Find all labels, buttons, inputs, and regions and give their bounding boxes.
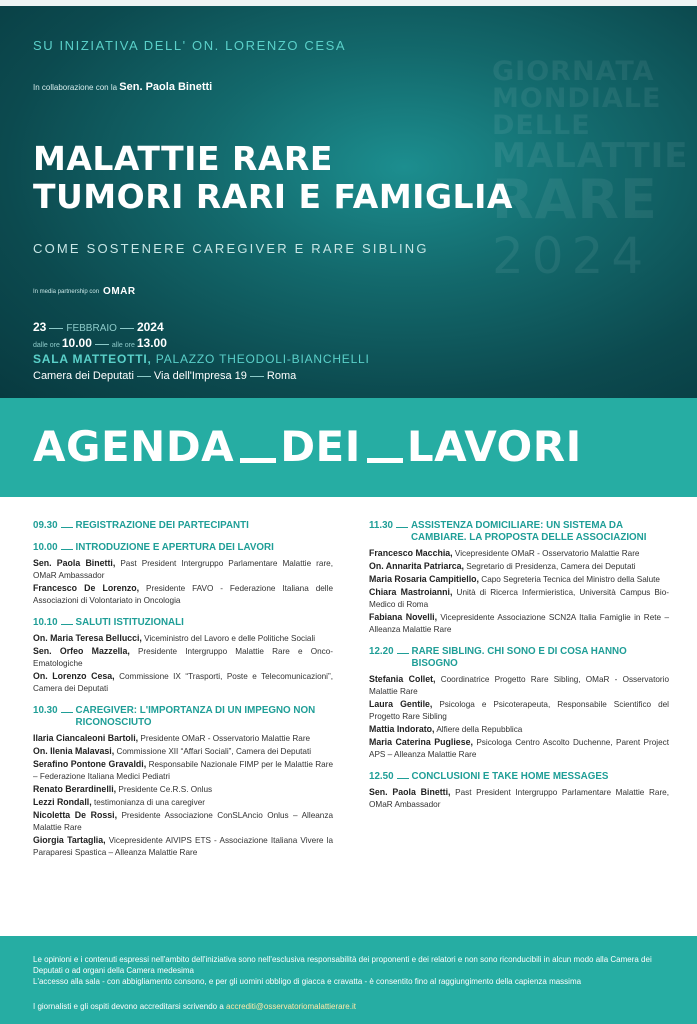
dash-divider xyxy=(61,624,73,625)
address-city: Roma xyxy=(266,370,297,382)
speaker-role: Vicepresidente AIVIPS ETS - Associazione Italiana Vivere la Paraparesi Spastica – Alleanza Malattie Rare xyxy=(33,836,333,857)
dash-divider xyxy=(397,653,409,654)
speaker-entry xyxy=(33,557,333,582)
speaker-entry xyxy=(369,586,669,611)
agenda-section xyxy=(369,520,669,636)
session-title: CONCLUSIONI E TAKE HOME MESSAGES xyxy=(411,771,609,782)
speaker-name: Ilaria Ciancaleoni Bartoli, xyxy=(33,733,139,743)
agenda-column-right xyxy=(369,520,669,821)
contact-prefix: I giornalisti e gli ospiti devono accreditarsi scrivendo a xyxy=(33,1002,224,1011)
address-street: Via dell'Impresa 19 xyxy=(153,370,247,382)
speaker-role: Presidente OMaR - Osservatorio Malattie Rare xyxy=(140,734,311,743)
dash-divider xyxy=(396,527,408,528)
event-subtitle: COME SOSTENERE CAREGIVER E RARE SIBLING xyxy=(33,241,429,256)
speaker-name: Laura Gentile, xyxy=(369,699,433,709)
speaker-entry xyxy=(33,745,333,758)
speaker-entry xyxy=(369,698,669,723)
session-heading xyxy=(369,771,669,783)
session-time: 11.30 xyxy=(369,520,393,531)
title-line-2: TUMORI RARI E FAMIGLIA xyxy=(33,177,513,216)
speaker-entry xyxy=(369,573,669,586)
event-time xyxy=(33,336,167,350)
event-date xyxy=(33,320,164,334)
session-time: 12.20 xyxy=(369,646,394,657)
date-day: 23 xyxy=(33,320,47,334)
speaker-role: Presidente Intergruppo Malattie Rare e Onco-Ematologiche xyxy=(33,647,333,668)
time-from-label: dalle ore xyxy=(33,342,60,349)
speaker-name: Sen. Paola Binetti, xyxy=(369,787,451,797)
media-partnership xyxy=(33,286,136,297)
speaker-name: Serafino Pontone Gravaldi, xyxy=(33,759,147,769)
date-month: FEBBRAIO xyxy=(66,323,117,334)
omar-logo: OMAR xyxy=(103,286,136,297)
session-time: 10.30 xyxy=(33,705,58,716)
speaker-entry xyxy=(33,758,333,783)
collaboration-prefix: In collaborazione con la xyxy=(33,83,118,92)
speaker-role: Presidente Ce.R.S. Onlus xyxy=(118,785,213,794)
underscore-bar xyxy=(367,458,403,463)
watermark-line: GIORNATA xyxy=(492,56,655,87)
session-title: INTRODUZIONE E APERTURA DEI LAVORI xyxy=(75,542,274,553)
speaker-name: On. Annarita Patriarca, xyxy=(369,561,465,571)
agenda-section xyxy=(33,705,333,859)
session-title: SALUTI ISTITUZIONALI xyxy=(75,617,184,628)
session-heading xyxy=(33,617,333,629)
speaker-entry xyxy=(369,723,669,736)
dash-divider xyxy=(49,328,63,329)
speaker-role: Viceministro del Lavoro e delle Politiche Sociali xyxy=(144,634,316,643)
agenda-section xyxy=(33,617,333,695)
session-title: ASSISTENZA DOMICILIARE: UN SISTEMA DA CAMBIARE. LA PROPOSTA DELLE ASSOCIAZIONI xyxy=(410,520,647,543)
watermark-line: MALATTIE xyxy=(492,136,689,176)
dash-divider xyxy=(61,549,73,550)
agenda-section xyxy=(33,542,333,607)
speaker-role: Segretario di Presidenza, Camera dei Deputati xyxy=(466,562,636,571)
agenda-word-3: LAVORI xyxy=(406,422,582,471)
title-line-1: MALATTIE RARE xyxy=(33,139,333,178)
session-title: CAREGIVER: L'IMPORTANZA DI UN IMPEGNO NON RICONOSCIUTO xyxy=(75,705,316,728)
watermark-line: DELLE xyxy=(492,110,591,141)
speaker-entry xyxy=(33,783,333,796)
footer xyxy=(0,936,697,1024)
event-title xyxy=(33,140,513,216)
footer-contact xyxy=(33,1001,664,1012)
watermark-line: RARE xyxy=(492,168,658,231)
speaker-role: testimonianza di una caregiver xyxy=(93,798,205,807)
contact-email[interactable]: accrediti@osservatoriomalattierare.it xyxy=(226,1002,356,1011)
speaker-role: Vicepresidente OMaR - Osservatorio Malattie Rare xyxy=(454,549,640,558)
agenda-column-left xyxy=(33,520,333,869)
speaker-name: Chiara Mastroianni, xyxy=(369,587,453,597)
session-heading xyxy=(33,520,333,532)
session-heading xyxy=(369,646,669,670)
speaker-role: Alfiere della Repubblica xyxy=(436,725,523,734)
speaker-name: Mattia Indorato, xyxy=(369,724,435,734)
speaker-role: Unità di Ricerca Infermieristica, Università Campus Bio-Medico di Roma xyxy=(369,588,669,609)
speaker-entry xyxy=(369,547,669,560)
speaker-role: Psicologa Centro Ascolto Duchenne, Parent Project APS – Alleanza Malattie Rare xyxy=(369,738,669,759)
speaker-name: Giorgia Tartaglia, xyxy=(33,835,106,845)
dash-divider xyxy=(95,344,109,345)
speaker-name: Maria Caterina Pugliese, xyxy=(369,737,473,747)
hero-section xyxy=(0,0,697,398)
speaker-name: Sen. Paola Binetti, xyxy=(33,558,116,568)
speaker-role: Past President Intergruppo Parlamentare Malattie Rare, OMaR Ambassador xyxy=(369,788,670,809)
session-title: RARE SIBLING. CHI SONO E DI COSA HANNO BISOGNO xyxy=(411,646,627,669)
speaker-name: On. Maria Teresa Bellucci, xyxy=(33,633,142,643)
time-from: 10.00 xyxy=(61,336,92,350)
speaker-role: Past President Intergruppo Parlamentare Malattie rare, OMaR Ambassador xyxy=(33,559,334,580)
speaker-entry xyxy=(33,632,333,645)
speaker-role: Presidente Associazione ConSLAncio Onlus – Alleanza Malattie Rare xyxy=(33,811,334,832)
speaker-entry xyxy=(33,796,333,809)
top-stripe xyxy=(0,0,697,6)
speaker-role: Presidente FAVO - Federazione Italiana delle Associazioni di Volontariato in Oncologia xyxy=(33,584,333,605)
speaker-name: Renato Berardinelli, xyxy=(33,784,117,794)
speaker-name: Nicoletta De Rossi, xyxy=(33,810,118,820)
dash-divider xyxy=(250,376,264,377)
venue-room: SALA MATTEOTTI, xyxy=(33,352,152,366)
speaker-entry xyxy=(369,611,669,636)
watermark-line: MONDIALE xyxy=(492,83,662,114)
footer-access-note: L'accesso alla sala - con abbigliamento consono, e per gli uomini obbligo di giacca e cravatta - è consentito fino al raggiungimento della capienza massima xyxy=(33,977,582,986)
speaker-name: Francesco De Lorenzo, xyxy=(33,583,140,593)
speaker-role: Psicologa e Psicoterapeuta, Responsabile Scientifico del Progetto Rare Sibling xyxy=(369,700,669,721)
speaker-name: On. Lorenzo Cesa, xyxy=(33,671,115,681)
dash-divider xyxy=(61,712,73,713)
event-venue xyxy=(33,352,370,366)
agenda-section xyxy=(33,520,333,532)
speaker-name: Francesco Macchia, xyxy=(369,548,453,558)
session-title: REGISTRAZIONE DEI PARTECIPANTI xyxy=(75,520,249,531)
speaker-entry xyxy=(33,670,333,695)
venue-palace: PALAZZO THEODOLI-BIANCHELLI xyxy=(155,352,370,366)
dash-divider xyxy=(397,778,409,779)
session-time: 10.10 xyxy=(33,617,58,628)
speaker-role: Coordinatrice Progetto Rare Sibling, OMaR - Osservatorio Malattie Rare xyxy=(369,675,670,696)
dash-divider xyxy=(61,527,73,528)
speaker-entry xyxy=(33,809,333,834)
collaboration-line xyxy=(33,81,212,93)
agenda-banner xyxy=(0,398,697,497)
media-prefix: In media partnership con xyxy=(33,288,100,295)
session-time: 09.30 xyxy=(33,520,58,531)
speaker-name: Stefania Collet, xyxy=(369,674,436,684)
speaker-name: Maria Rosaria Campitiello, xyxy=(369,574,479,584)
speaker-entry xyxy=(369,560,669,573)
speaker-role: Responsabile Nazionale FIMP per le Malattie Rare – Federazione Italiana Medici Pediatri xyxy=(33,760,334,781)
session-time: 12.50 xyxy=(369,771,394,782)
agenda-title xyxy=(33,422,582,471)
watermark xyxy=(492,56,692,285)
session-time: 10.00 xyxy=(33,542,58,553)
speaker-role: Capo Segreteria Tecnica del Ministro della Salute xyxy=(481,575,660,584)
speaker-entry xyxy=(33,732,333,745)
watermark-line: 2024 xyxy=(492,227,652,285)
time-to-label: alle ore xyxy=(111,342,135,349)
speaker-entry xyxy=(369,786,669,811)
agenda-section xyxy=(369,771,669,811)
speaker-entry xyxy=(33,645,333,670)
speaker-role: Vicepresidente Associazione SCN2A Italia Famiglie in Rete – Alleanza Malattie Rare xyxy=(369,613,669,634)
address-institution: Camera dei Deputati xyxy=(33,370,134,382)
dash-divider xyxy=(137,376,151,377)
speaker-entry xyxy=(369,736,669,761)
speaker-entry xyxy=(369,673,669,698)
date-year: 2024 xyxy=(136,320,164,334)
agenda-section xyxy=(369,646,669,761)
underscore-bar xyxy=(240,458,276,463)
session-heading xyxy=(33,542,333,554)
dash-divider xyxy=(120,328,134,329)
collaboration-name: Sen. Paola Binetti xyxy=(119,81,213,93)
session-heading xyxy=(33,705,333,729)
speaker-name: On. Ilenia Malavasi, xyxy=(33,746,115,756)
speaker-name: Fabiana Novelli, xyxy=(369,612,438,622)
initiative-text: SU INIZIATIVA DELL' ON. LORENZO CESA xyxy=(33,38,347,53)
speaker-name: Lezzi Rondall, xyxy=(33,797,92,807)
session-heading xyxy=(369,520,669,544)
event-address xyxy=(33,370,296,382)
agenda-word-2: DEI xyxy=(280,422,361,471)
speaker-name: Sen. Orfeo Mazzella, xyxy=(33,646,130,656)
speaker-entry xyxy=(33,834,333,859)
footer-disclaimer: Le opinioni e i contenuti espressi nell'ambito dell'iniziativa sono nell'esclusiva responsabilità dei proponenti e dei relatori e non sono riconducibili in alcun modo alla Camera dei Deputati o ad organi della Camera medesima xyxy=(33,955,652,975)
speaker-role: Commissione IX “Trasporti, Poste e Telecomunicazioni”, Camera dei Deputati xyxy=(33,672,333,693)
speaker-role: Commissione XII “Affari Sociali”, Camera dei Deputati xyxy=(116,747,312,756)
agenda-word-1: AGENDA xyxy=(33,422,235,471)
time-to: 13.00 xyxy=(136,336,167,350)
speaker-entry xyxy=(33,582,333,607)
